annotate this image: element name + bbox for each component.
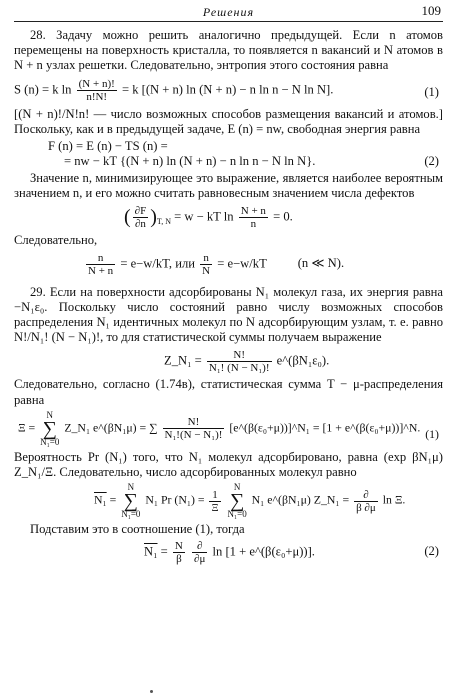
equation-29-8: N₁ = $\frac{N}{\beta}$ $\frac{\partial}{\partial\mu}$ ln [1 + e^(β(ε₀+μ))]. (2) xyxy=(144,540,439,566)
problem-28-after-eq2: Значение n, минимизирующее это выражение, является наиболее вероятным значением n, и его можно считать равновесным значением числа дефектов xyxy=(14,171,443,201)
equation-29-5: Z_N₁ = $\frac{N!}{\text{N₁! (N − N₁)!}}$ e^(βN₁ε₀). xyxy=(164,349,330,375)
running-header xyxy=(14,2,443,24)
fraction: $\frac{(N + n)!}{n!N!}$ xyxy=(78,77,115,103)
section-title: Решения xyxy=(202,5,255,19)
equation-29-7: N₁ = N ∑ N₁=0 N₁ Pr (N₁) = $\frac{1}{\Xi}$ N ∑ N₁=0 N₁ e^(βN₁μ) Z_N₁ = $\frac{\partial}{\beta \partial\mu}$ ln Ξ. xyxy=(94,482,406,520)
equation-tag: (2) xyxy=(424,544,439,559)
problem-28-intro: 28. Задачу можно решить аналогично предыдущей. Если n атомов перемещены на поверхность кристалла, то появляется n вакансий и N атомов в N + n узлах решетки. Следовательно, энтропия этого состояния равна xyxy=(14,28,443,73)
book-page xyxy=(0,2,455,697)
header-rule xyxy=(14,21,443,22)
problem-29-after-eq5: Следовательно, согласно (1.74в), статистическая сумма T − μ-распределения равна xyxy=(14,377,443,407)
equation-tag: (1) xyxy=(424,84,439,99)
problem-28-after-eq1: [(N + n)!/N!n! — число возможных способов размещения вакансий и атомов.] Поскольку, как и в предыдущей задаче, E (n) = nw, свободная энергия равна xyxy=(14,106,443,136)
equation-29-6: Ξ = N ∑ N₁=0 Z_N₁ e^(βN₁μ) = ∑ $\frac{N!}{\text{N₁!(N − N₁)!}}$ [e^(β(ε₀+μ))]^N₁ = [1 + e^(β(ε₀+μ))]^N. (1) xyxy=(18,409,439,447)
problem-29-after-eq7: Подставим это в соотношение (1), тогда xyxy=(30,522,245,537)
equation-tag: (2) xyxy=(424,154,439,169)
equation-28-1: S (n) = k ln $\frac{(N + n)!}{n!N!}$ = k [(N + n) ln (N + n) − n ln n − N ln N]. (1) xyxy=(14,77,439,103)
equation-28-3: ( $\frac{\partial F}{\partial n}$ )$_{T, N} = w$ − kT ln $\frac{N + n}{n}$ = 0. xyxy=(124,205,293,231)
problem-29-after-eq6: Вероятность Pr (N₁) того, что N₁ молекул адсорбировано, равна (exp βN₁μ) Z_N₁/Ξ. Следовательно, число адсорбированных молекул равно xyxy=(14,449,443,480)
equation-28-4: $\frac{n}{N + n}$ = e−w/kT, или $\frac{n}{N}$ = e−w/kT (n ≪ N). xyxy=(88,251,345,277)
print-speck xyxy=(150,690,153,693)
problem-29-intro: 29. Если на поверхности адсорбированы N₁ молекул газа, их энергия равна −N₁ε₀. Поскольку число состояний равно числу возможных способов распределения N₁ идентичных молекул по N адсорбирующим узлам, т. е. равно N!/N₁! (N − N₁)!, то для статистической суммы получаем выражение xyxy=(14,284,443,345)
page-number: 109 xyxy=(421,3,441,18)
equation-28-2: F (n) = E (n) − TS (n) = = nw − kT {(N + n) ln (N + n) − n ln n − N ln N}. (2) xyxy=(48,139,439,169)
hence-label: Следовательно, xyxy=(14,233,98,248)
equation-tag: (1) xyxy=(425,426,439,441)
